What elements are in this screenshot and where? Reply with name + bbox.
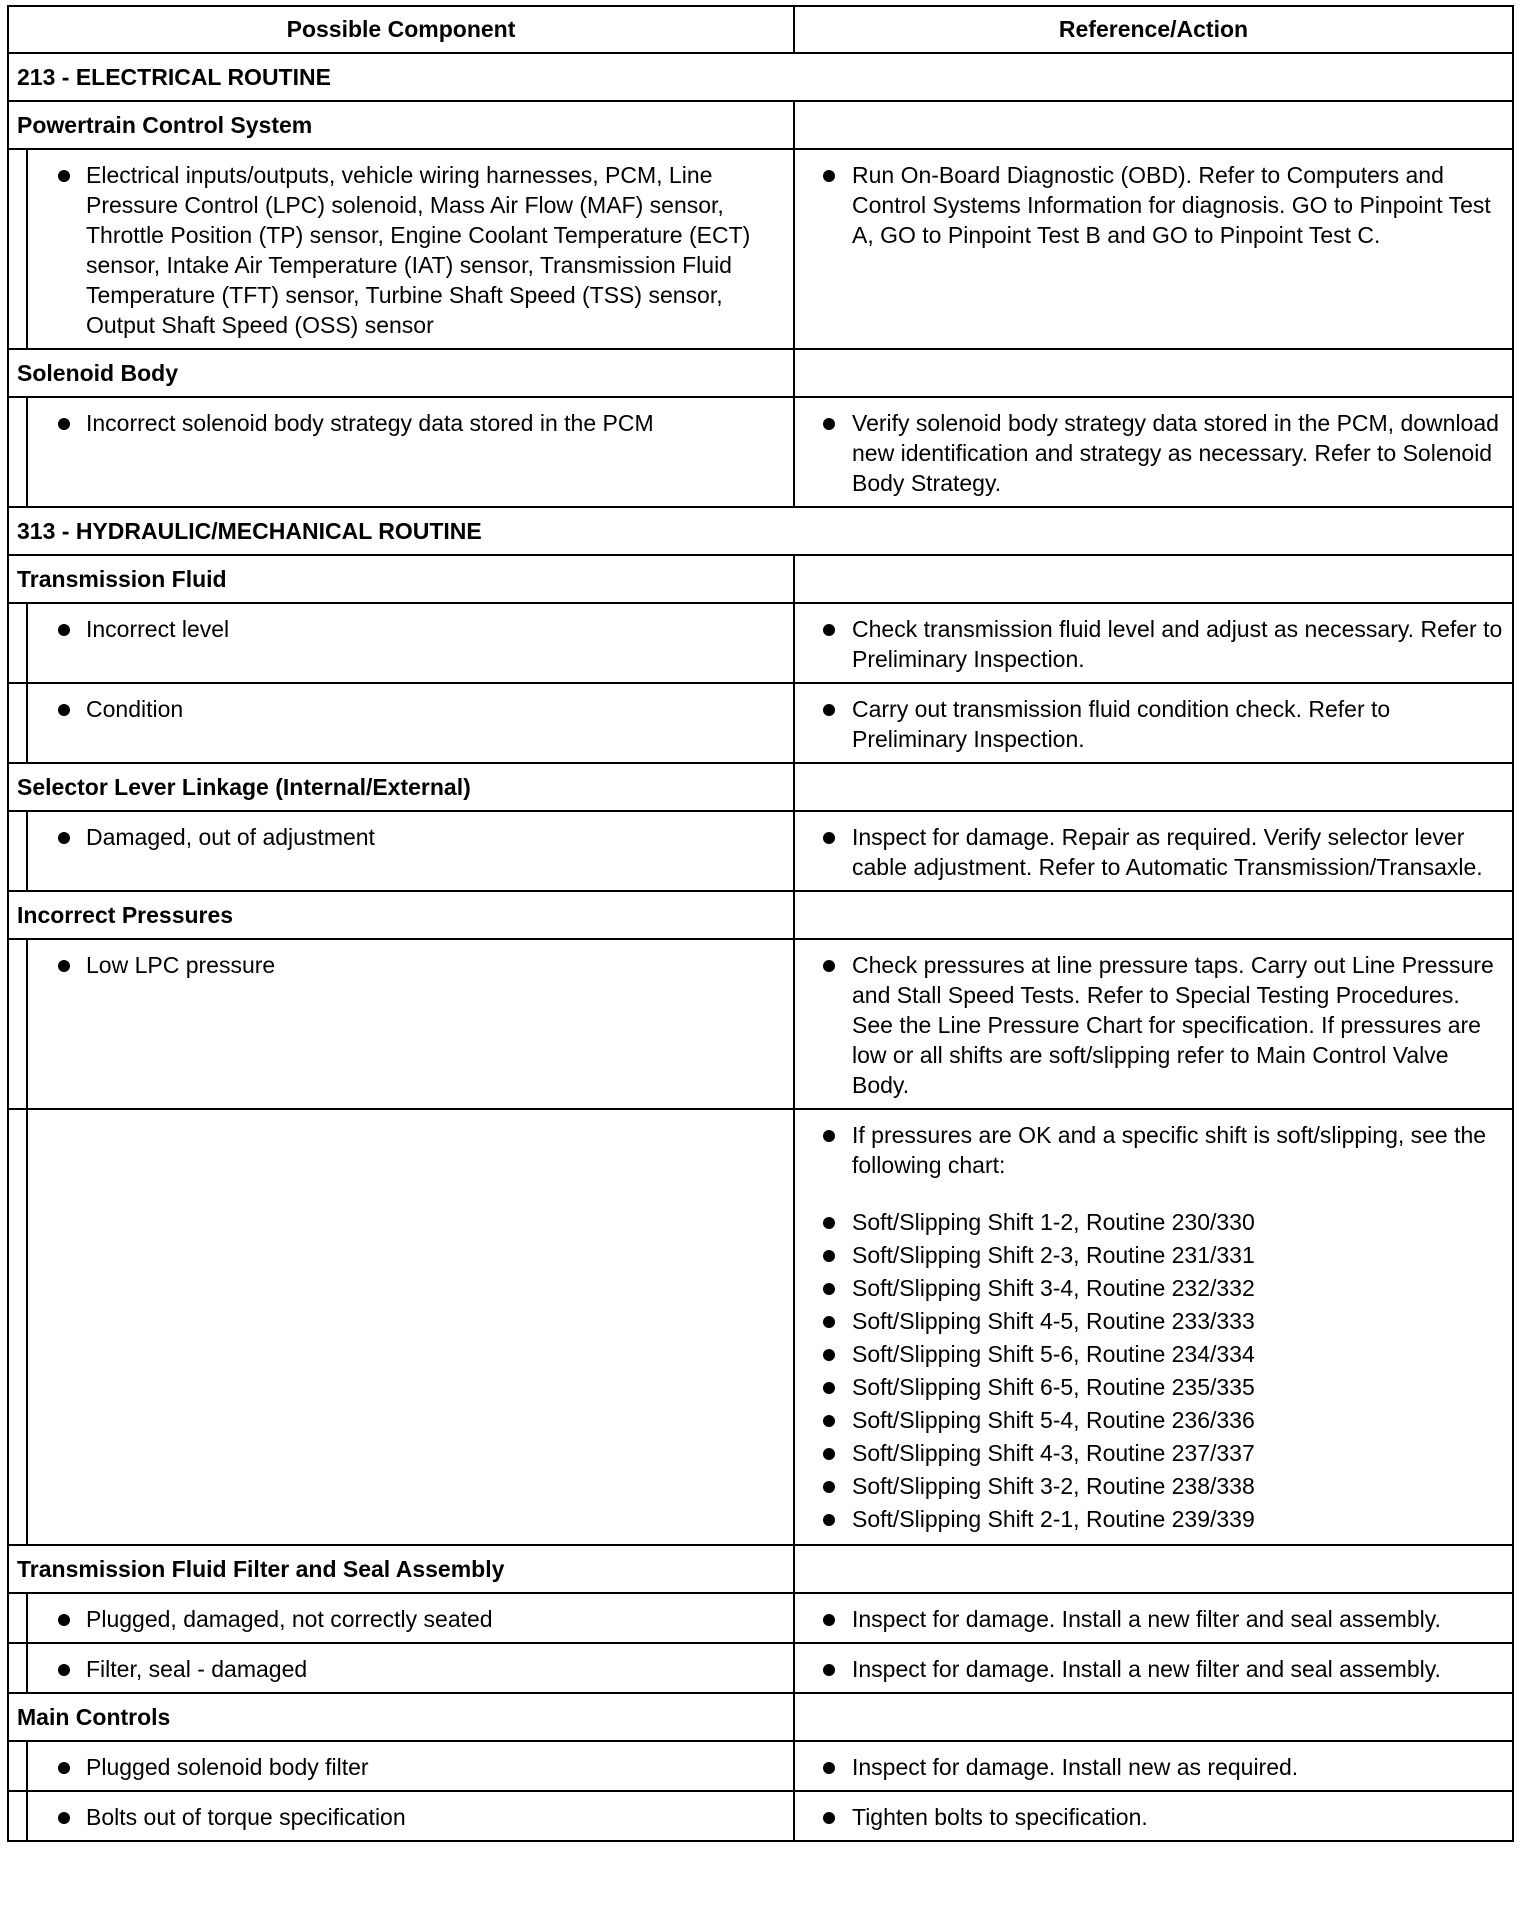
list-item: Soft/Slipping Shift 4-3, Routine 237/337 (795, 1437, 1504, 1470)
list-item: Soft/Slipping Shift 5-4, Routine 236/336 (795, 1404, 1504, 1437)
group-row (8, 1693, 1513, 1741)
action-item: If pressures are OK and a specific shift is soft/slipping, see the following chart: (795, 1120, 1504, 1180)
list-item: Soft/Slipping Shift 6-5, Routine 235/335 (795, 1371, 1504, 1404)
table-row (8, 1109, 1513, 1545)
group-title-incorrect-pressures: Incorrect Pressures (8, 891, 794, 939)
section-row (8, 53, 1513, 101)
group-row (8, 891, 1513, 939)
component-item: Incorrect solenoid body strategy data stored in the PCM (28, 408, 779, 438)
table-row (8, 1741, 1513, 1791)
group-title-main-controls: Main Controls (8, 1693, 794, 1741)
action-item: Verify solenoid body strategy data stored in the PCM, download new identification and strategy as necessary. Refer to Solenoid Body Strategy. (795, 408, 1504, 498)
header-action: Reference/Action (794, 6, 1513, 53)
group-title-solenoid-body: Solenoid Body (8, 349, 794, 397)
section-row (8, 507, 1513, 555)
action-item: Inspect for damage. Install a new filter and seal assembly. (795, 1604, 1504, 1634)
group-title-filter-seal: Transmission Fluid Filter and Seal Assembly (8, 1545, 794, 1593)
table-row (8, 1791, 1513, 1841)
group-row (8, 763, 1513, 811)
table-row (8, 811, 1513, 891)
list-item: Soft/Slipping Shift 2-1, Routine 239/339 (795, 1503, 1504, 1536)
header-component: Possible Component (8, 6, 794, 53)
component-item: Filter, seal - damaged (28, 1654, 779, 1684)
table-row (8, 149, 1513, 349)
component-item: Electrical inputs/outputs, vehicle wiring harnesses, PCM, Line Pressure Control (LPC) solenoid, Mass Air Flow (MAF) sensor, Throttle Position (TP) sensor, Engine Coolant Temperature (ECT) sensor, Intake Air Temperature (IAT) sensor, Transmission Fluid Temperature (TFT) sensor, Turbine Shaft Speed (TSS) sensor, Output Shaft Speed (OSS) sensor (28, 160, 779, 340)
list-item: Soft/Slipping Shift 4-5, Routine 233/333 (795, 1305, 1504, 1338)
group-row (8, 101, 1513, 149)
component-item: Low LPC pressure (28, 950, 779, 980)
group-row (8, 349, 1513, 397)
action-item: Run On-Board Diagnostic (OBD). Refer to Computers and Control Systems Information for diagnosis. GO to Pinpoint Test A, GO to Pinpoint Test B and GO to Pinpoint Test C. (795, 160, 1504, 250)
component-item: Condition (28, 694, 779, 724)
table-row (8, 939, 1513, 1109)
list-item: Soft/Slipping Shift 1-2, Routine 230/330 (795, 1206, 1504, 1239)
action-item: Check transmission fluid level and adjust as necessary. Refer to Preliminary Inspection. (795, 614, 1504, 674)
header-row (8, 6, 1513, 53)
table-row (8, 1593, 1513, 1643)
group-title-transmission-fluid: Transmission Fluid (8, 555, 794, 603)
component-item: Incorrect level (28, 614, 779, 644)
component-item: Plugged, damaged, not correctly seated (28, 1604, 779, 1634)
action-item: Carry out transmission fluid condition check. Refer to Preliminary Inspection. (795, 694, 1504, 754)
table-row (8, 397, 1513, 507)
diagnostic-table (7, 5, 1514, 1842)
action-item: Tighten bolts to specification. (795, 1802, 1504, 1832)
section-title-313: 313 - HYDRAULIC/MECHANICAL ROUTINE (8, 507, 1513, 555)
table-row (8, 1643, 1513, 1693)
group-row (8, 555, 1513, 603)
group-title-powertrain: Powertrain Control System (8, 101, 794, 149)
list-item: Soft/Slipping Shift 5-6, Routine 234/334 (795, 1338, 1504, 1371)
component-item: Bolts out of torque specification (28, 1802, 779, 1832)
table-row (8, 683, 1513, 763)
table-row (8, 603, 1513, 683)
list-item: Soft/Slipping Shift 2-3, Routine 231/331 (795, 1239, 1504, 1272)
action-item: Inspect for damage. Repair as required. Verify selector lever cable adjustment. Refer to Automatic Transmission/Transaxle. (795, 822, 1504, 882)
list-item: Soft/Slipping Shift 3-4, Routine 232/332 (795, 1272, 1504, 1305)
section-title-213: 213 - ELECTRICAL ROUTINE (8, 53, 1513, 101)
shift-chart-list (795, 1206, 1512, 1544)
group-title-selector-lever: Selector Lever Linkage (Internal/External) (8, 763, 794, 811)
action-item: Inspect for damage. Install new as required. (795, 1752, 1504, 1782)
group-row (8, 1545, 1513, 1593)
list-item: Soft/Slipping Shift 3-2, Routine 238/338 (795, 1470, 1504, 1503)
action-item: Inspect for damage. Install a new filter and seal assembly. (795, 1654, 1504, 1684)
component-item: Damaged, out of adjustment (28, 822, 779, 852)
action-item: Check pressures at line pressure taps. Carry out Line Pressure and Stall Speed Tests. Refer to Special Testing Procedures. See the Line Pressure Chart for specification. If pressures are low or all shifts are soft/slipping refer to Main Control Valve Body. (795, 950, 1504, 1100)
component-item: Plugged solenoid body filter (28, 1752, 779, 1782)
